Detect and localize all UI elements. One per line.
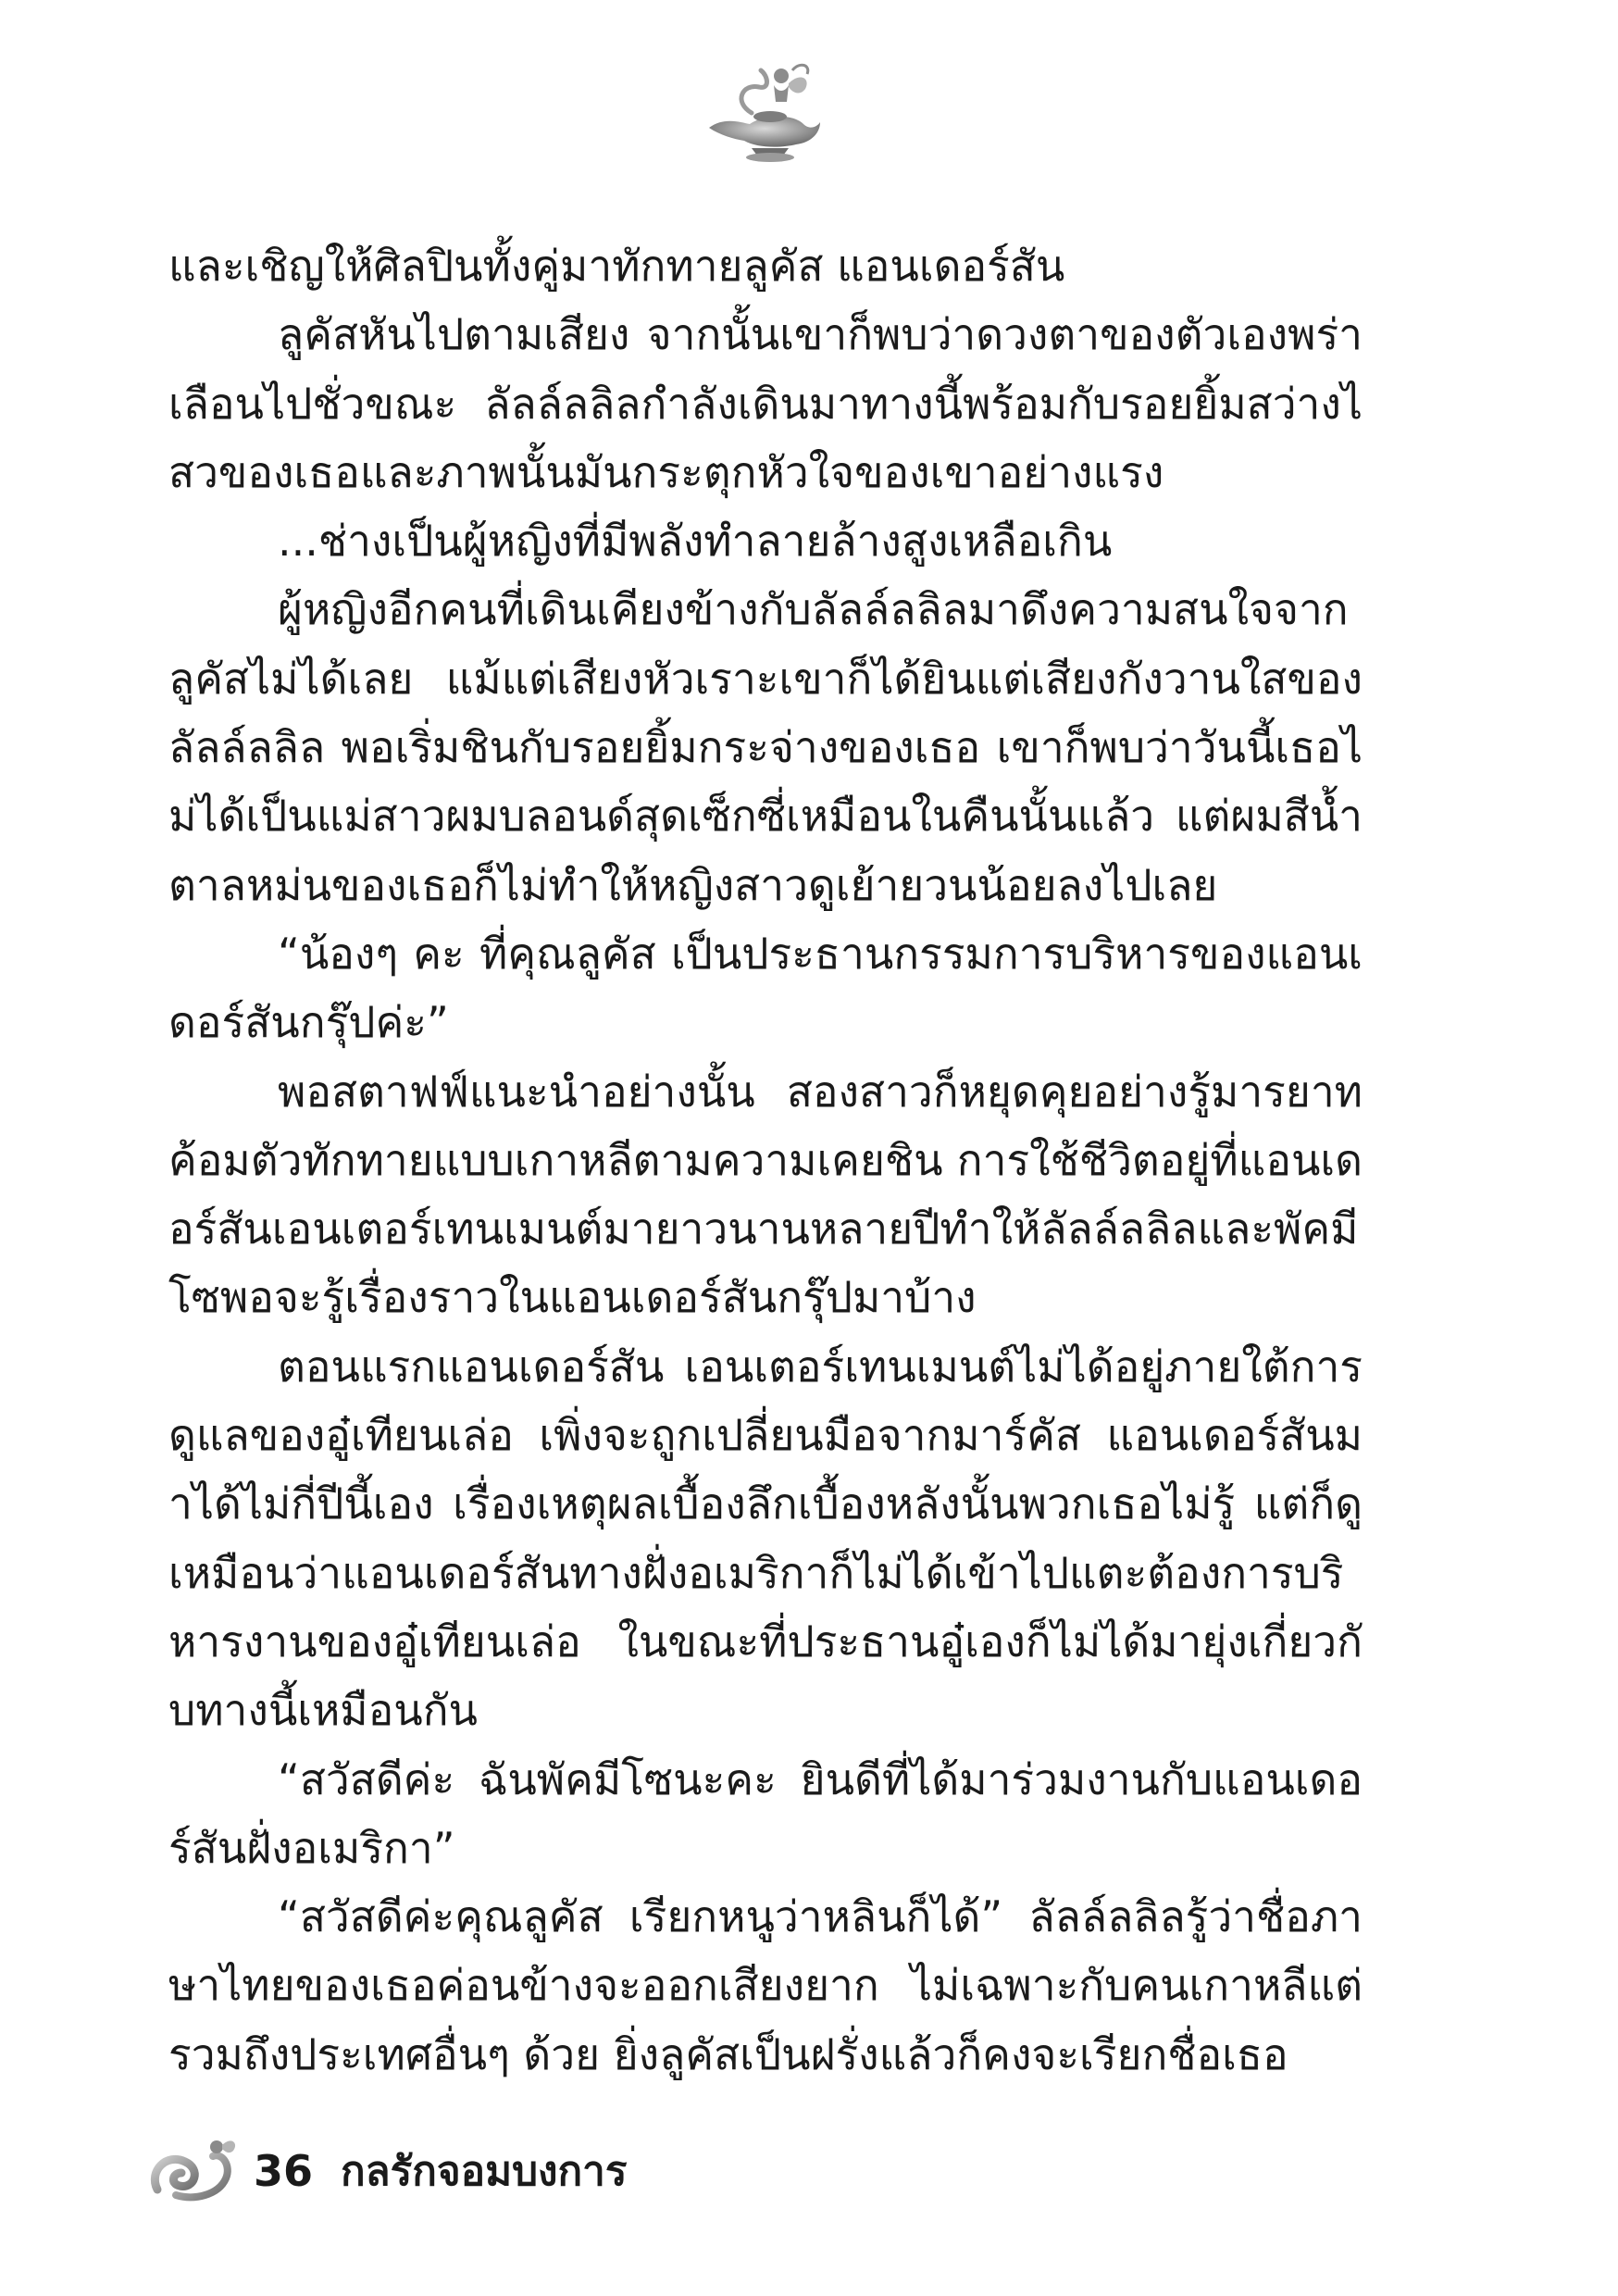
book-title: กลรักจอมบงการ (341, 2148, 628, 2195)
paragraph: ...ช่างเป็นผู้หญิงที่มีพลังทำลายล้างสูงเหลือเกิน (278, 516, 1113, 567)
body-text (168, 231, 1363, 2089)
paragraph: “สวัสดีค่ะ ฉันพัคมีโซนะคะ ยินดีที่ได้มาร่วมงานกับแอนเดอร์สันฝั่งอเมริกา” (168, 1753, 1363, 1873)
paragraph: ตอนแรกแอนเดอร์สัน เอนเตอร์เทนเมนต์ไม่ได้อยู่ภายใต้การดูแลของอู๋เทียนเล่อ เพิ่งจะถูกเปลี่ยนมือจากมาร์คัส แอนเดอร์สันมาได้ไม่กี่ปีนี้เอง เรื่องเหตุผลเบื้องลึกเบื้องหลังนั้นพวกเธอไม่รู้ แต่ก็ดูเหมือนว่าแอนเดอร์สันทางฝั่งอเมริกาก็ไม่ได้เข้าไปแตะต้องการบริหารงานของอู๋เทียนเล่อ ในขณะที่ประธานอู๋เองก็ไม่ได้มายุ่งเกี่ยวกับทางนี้เหมือนกัน (168, 1341, 1363, 1736)
paragraph: “น้องๆ คะ ที่คุณลูคัส เป็นประธานกรรมการบริหารของแอนเดอร์สันกรุ๊ปค่ะ” (168, 928, 1363, 1048)
paragraph: และเชิญให้ศิลปินทั้งคู่มาทักทายลูคัส แอนเดอร์สัน (168, 241, 1065, 291)
paragraph: ลูคัสหันไปตามเสียง จากนั้นเขาก็พบว่าดวงตาของตัวเองพร่าเลือนไปชั่วขณะ ลัลล์ลลิลกำลังเดินมาทางนี้พร้อมกับรอยยิ้มสว่างไสวของเธอและภาพนั้นมันกระตุกหัวใจของเขาอย่างแรง (168, 309, 1363, 497)
page-footer (148, 2129, 628, 2213)
cupid-swirl-icon (148, 2134, 241, 2208)
paragraph: พอสตาฟฟ์แนะนำอย่างนั้น สองสาวก็หยุดคุยอย่างรู้มารยาทค้อมตัวทักทายแบบเกาหลีตามความเคยชิน การใช้ชีวิตอยู่ที่แอนเดอร์สันเอนเตอร์เทนเมนต์มายาวนานหลายปีทำให้ลัลล์ลลิลและพัคมีโซพอจะรู้เรื่องราวในแอนเดอร์สันกรุ๊ปมาบ้าง (168, 1066, 1363, 1323)
genie-lamp-icon (696, 56, 826, 167)
paragraph: ผู้หญิงอีกคนที่เดินเคียงข้างกับลัลล์ลลิลมาดึงความสนใจจากลูคัสไม่ได้เลย แม้แต่เสียงหัวเราะเขาก็ได้ยินแต่เสียงกังวานใสของลัลล์ลลิล พอเริ่มชินกับรอยยิ้มกระจ่างของเธอ เขาก็พบว่าวันนี้เธอไม่ได้เป็นแม่สาวผมบลอนด์สุดเซ็กซี่เหมือนในคืนนั้นแล้ว แต่ผมสีน้ำตาลหม่นของเธอก็ไม่ทำให้หญิงสาวดูเย้ายวนน้อยลงไปเลย (168, 584, 1363, 910)
paragraph: “สวัสดีค่ะคุณลูคัส เรียกหนูว่าหลินก็ได้” ลัลล์ลลิลรู้ว่าชื่อภาษาไทยของเธอค่อนข้างจะออกเสียงยาก ไม่เฉพาะกับคนเกาหลีแต่รวมถึงประเทศอื่นๆ ด้วย ยิ่งลูคัสเป็นฝรั่งแล้วก็คงจะเรียกชื่อเธอ (168, 1891, 1363, 2079)
page-number: 36 (254, 2146, 314, 2196)
